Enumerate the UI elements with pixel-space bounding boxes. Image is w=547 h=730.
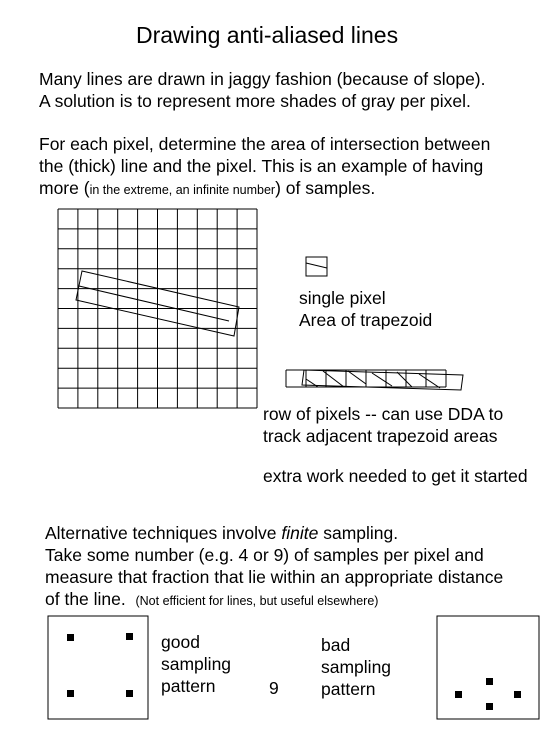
alt-line-1-post: sampling. [318, 523, 399, 543]
single-pixel-line [306, 263, 327, 268]
bad-sample-point [486, 703, 493, 710]
trapezoid-slant [419, 374, 440, 388]
extra-work-label: extra work needed to get it started [263, 466, 528, 486]
row-label-2: track adjacent trapezoid areas [263, 426, 498, 446]
bad-sample-point [514, 691, 521, 698]
bad-label-1: bad [321, 635, 351, 655]
good-label-3: pattern [161, 676, 216, 696]
area-line-1: For each pixel, determine the area of intersection between [39, 134, 491, 154]
bad-sample-point [486, 678, 493, 685]
area-line-3-pre: more ( [39, 178, 90, 198]
good-sampling-pixel [48, 616, 148, 719]
bad-sample-point [455, 691, 462, 698]
alt-line-1-finite: finite [281, 523, 319, 543]
area-line-2: the (thick) line and the pixel. This is an example of having [39, 156, 484, 176]
nine-label: 9 [269, 678, 279, 698]
area-line-3-post: ) of samples. [275, 178, 376, 198]
alt-line-4-text: of the line. [45, 589, 126, 609]
pixel-grid [58, 209, 257, 408]
trapezoid-slant [372, 373, 392, 386]
alt-line-1 [45, 522, 398, 544]
trapezoid-slant [397, 372, 412, 387]
good-label-1: good [161, 632, 200, 652]
single-pixel [306, 257, 327, 276]
area-line-3-small: in the extreme, an infinite number [89, 183, 276, 197]
alt-line-1-pre: Alternative techniques involve [45, 523, 282, 543]
alt-line-2: Take some number (e.g. 4 or 9) of samples per pixel and [45, 545, 484, 565]
good-label-2: sampling [161, 654, 232, 674]
single-pixel-label: single pixel [299, 288, 386, 308]
good-sample-point [126, 690, 133, 697]
row-label-1: row of pixels -- can use DDA to [263, 404, 504, 424]
alt-line-4 [45, 588, 378, 612]
trapezoid-slant [348, 371, 366, 384]
good-sample-point [67, 690, 74, 697]
pixel-row [286, 370, 446, 387]
alt-line-3: measure that fraction that lie within an appropriate distance [45, 567, 504, 587]
intro-line-2: A solution is to represent more shades of gray per pixel. [39, 91, 471, 111]
bad-label-3: pattern [321, 679, 376, 699]
trapezoid-area-label: Area of trapezoid [299, 310, 433, 330]
intro-line-1: Many lines are drawn in jaggy fashion (because of slope). [39, 69, 486, 89]
good-sample-point [126, 633, 133, 640]
page-title: Drawing anti-aliased lines [136, 22, 399, 48]
thick-line-centerline [79, 286, 229, 321]
bad-label-2: sampling [321, 657, 392, 677]
good-sample-point [67, 634, 74, 641]
alt-line-4-note: (Not efficient for lines, but useful elsewhere) [135, 594, 379, 608]
